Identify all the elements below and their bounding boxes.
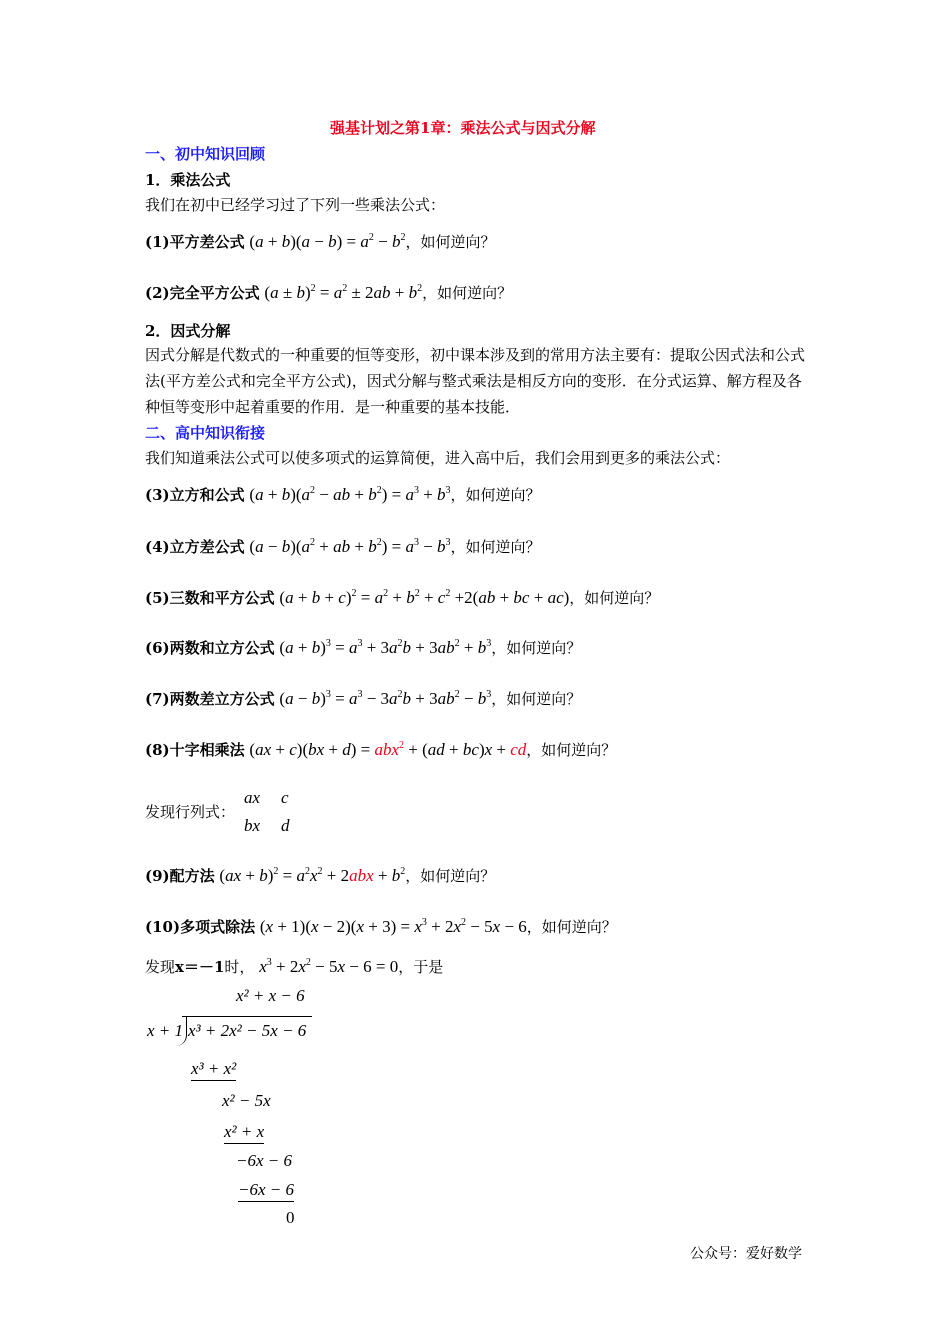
found-x: x＝－1 xyxy=(175,958,225,976)
formula-math: $(a + b)(a^2$ − ab + $b^2) = a^3 + b^3$ xyxy=(249,485,451,504)
division-overline xyxy=(182,1016,312,1017)
formula-math: $(a - b)^3 = a^3 - 3a^2b + 3ab^2 - b^3$ xyxy=(279,689,492,708)
formula-2 xyxy=(145,283,512,303)
division-remainder-1: x² − 5x xyxy=(222,1091,271,1110)
division-step-2: x² + x xyxy=(224,1122,264,1144)
division-remainder-2: −6x − 6 xyxy=(236,1151,292,1170)
division-divisor: x + 1 xyxy=(147,1021,184,1040)
formula-1 xyxy=(145,232,495,252)
cross-label: 发现行列式： xyxy=(145,803,236,821)
formula-tail: ，如何逆向？ xyxy=(491,690,582,708)
formula-math: $(a \pm b)^2 = a^2 \pm 2ab + b^2$ xyxy=(264,283,423,302)
formula-tail: ，如何逆向？ xyxy=(526,741,617,759)
cross-r1c2: c xyxy=(281,788,289,807)
division-dividend: x³ + 2x² − 5x − 6 xyxy=(188,1021,307,1040)
formula-label: (8)十字相乘法 xyxy=(145,741,245,759)
subheading-multiplication: 1．乘法公式 xyxy=(145,171,231,189)
formula-6 xyxy=(145,638,581,658)
found-prefix: 发现 xyxy=(145,958,176,976)
formula-label: (3)立方和公式 xyxy=(145,486,245,504)
formula-tail: ，如何逆向？ xyxy=(405,867,496,885)
found-math: $x^3 + 2x^2 - 5x - 6 = 0$ xyxy=(259,957,399,976)
formula-5 xyxy=(145,588,659,608)
formula-3 xyxy=(145,485,541,505)
formula-tail: ，如何逆向？ xyxy=(450,538,541,556)
formula-label: (7)两数差立方公式 xyxy=(145,690,275,708)
division-bracket xyxy=(176,1016,187,1046)
formula-label: (4)立方差公式 xyxy=(145,538,245,556)
formula-math: $(a - b)(a^2$ + ab + $b^2) = a^3 - b^3$ xyxy=(249,537,451,556)
formula-tail: ，如何逆向？ xyxy=(422,284,513,302)
found-tail: ，于是 xyxy=(398,958,444,976)
formula-math: $(x + 1)(x - 2)(x + 3) = x^3 + 2x^2 - 5x - 6$ xyxy=(259,917,527,936)
formula-tail: ，如何逆向？ xyxy=(491,639,582,657)
intro-text: 我们在初中已经学习过了下列一些乘法公式： xyxy=(145,196,446,214)
formula-tail: ，如何逆向？ xyxy=(526,918,617,936)
section-heading-bridge: 二、高中知识衔接 xyxy=(145,424,266,442)
found-mid: 时， xyxy=(224,958,255,976)
formula-label: (2)完全平方公式 xyxy=(145,284,260,302)
division-quotient: x² + x − 6 xyxy=(236,986,305,1005)
found-line xyxy=(145,957,443,977)
division-step-1: x³ + x² xyxy=(191,1059,236,1081)
subheading-factorization: 2．因式分解 xyxy=(145,322,231,340)
factorization-paragraph: 因式分解是代数式的一种重要的恒等变形，初中课本涉及到的常用方法主要有：提取公因式法和公式法(平方差公式和完全平方公式)，因式分解与整式乘法是相反方向的变形．在分式运算、解方程及各种恒等变形中起着重要的作用．是一种重要的基本技能． xyxy=(145,346,806,416)
page-title: 强基计划之第1章：乘法公式与因式分解 xyxy=(330,119,596,137)
formula-math: $(ax + b)^2 = a^2x^2 + 2abx + b^2$ xyxy=(219,866,406,885)
footer-account: 公众号：爱好数学 xyxy=(690,1246,802,1262)
formula-7 xyxy=(145,689,581,709)
formula-math: $(a + b)(a - b) = a^2 - b^2$ xyxy=(249,232,406,251)
section-heading-review: 一、初中知识回顾 xyxy=(145,145,266,163)
formula-9 xyxy=(145,866,495,886)
formula-label: (1)平方差公式 xyxy=(145,233,245,251)
formula-label: (10)多项式除法 xyxy=(145,918,256,936)
cross-r2c1: bx xyxy=(244,816,261,835)
formula-4 xyxy=(145,537,541,557)
division-result: 0 xyxy=(286,1208,295,1227)
formula-label: (6)两数和立方公式 xyxy=(145,639,275,657)
formula-8 xyxy=(145,740,616,760)
formula-math: $(a + b + c)^2 = a^2 + b^2 + c^2 +2(ab$ + bc + ac) xyxy=(279,588,570,607)
formula-tail: ，如何逆向？ xyxy=(569,589,660,607)
formula-10 xyxy=(145,917,617,937)
cross-r1c1: ax xyxy=(244,788,261,807)
formula-tail: ，如何逆向？ xyxy=(405,233,496,251)
formula-label: (5)三数和平方公式 xyxy=(145,589,275,607)
formula-math: $(a + b)^3 = a^3 + 3a^2b + 3ab^2 + b^3$ xyxy=(279,638,492,657)
formula-tail: ，如何逆向？ xyxy=(450,486,541,504)
intro-text-2: 我们知道乘法公式可以使多项式的运算简便，进入高中后，我们会用到更多的乘法公式： xyxy=(145,449,731,467)
formula-math: (ax + c)(bx + d) = abx$^2$ + (ad + bc)x + cd xyxy=(249,740,527,759)
division-step-3: −6x − 6 xyxy=(238,1180,294,1202)
formula-label: (9)配方法 xyxy=(145,867,215,885)
cross-r2c2: d xyxy=(281,816,290,835)
